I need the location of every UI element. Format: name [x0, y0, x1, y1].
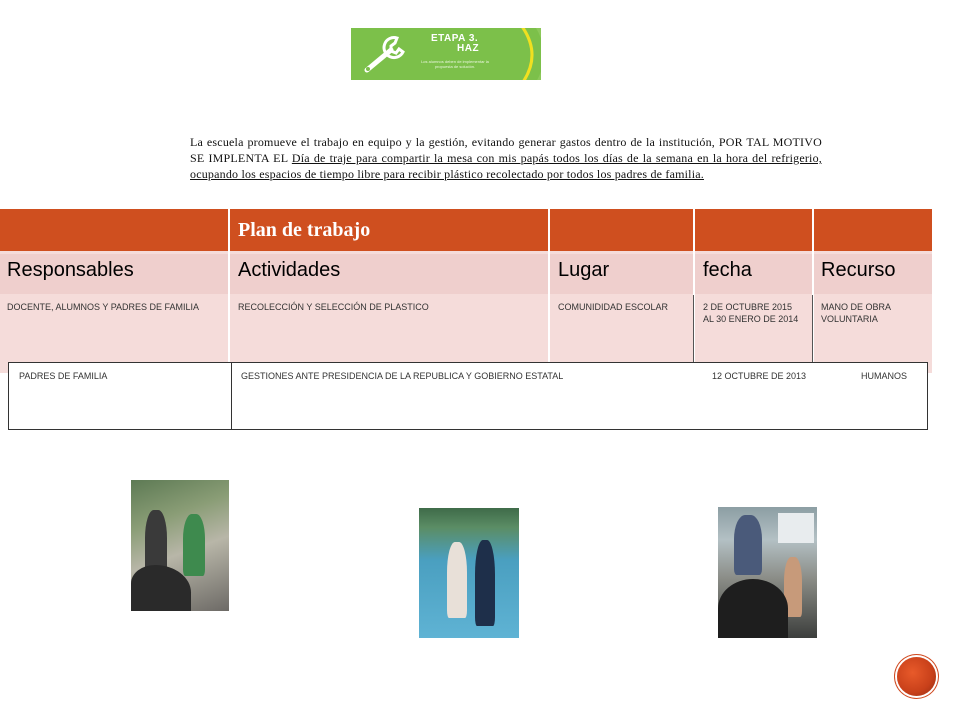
cell-responsables: PADRES DE FAMILIA — [19, 371, 108, 381]
plan-row-2 — [8, 362, 928, 430]
cell-responsables: DOCENTE, ALUMNOS Y PADRES DE FAMILIA — [7, 302, 200, 312]
cell-recurso: MANO DE OBRA VOLUNTARIA — [821, 302, 891, 324]
orb-icon — [897, 657, 936, 696]
column-header-actividades: Actividades — [238, 259, 341, 281]
banner-arc-decoration — [499, 28, 541, 80]
cell-actividades: GESTIONES ANTE PRESIDENCIA DE LA REPUBLICA Y GOBIERNO ESTATAL — [241, 371, 564, 381]
etapa-banner — [351, 28, 541, 80]
banner-title-line1: ETAPA 3. — [431, 33, 479, 44]
cell-recurso: HUMANOS — [861, 371, 908, 381]
column-header-lugar: Lugar — [558, 259, 610, 281]
cell-fecha: 2 DE OCTUBRE 2015 AL 30 ENERO DE 2014 — [703, 302, 799, 324]
intro-paragraph — [190, 134, 822, 182]
column-header-recurso: Recurso — [821, 259, 896, 281]
plan-title: Plan de trabajo — [238, 219, 371, 241]
banner-subtitle: Los alumnos deben de implementar la propuesta de solución. — [421, 59, 489, 69]
column-divider — [231, 363, 232, 429]
photo-two-children-road — [419, 508, 519, 638]
cell-fecha: 12 OCTUBRE DE 2013 — [712, 371, 807, 381]
column-header-responsables: Responsables — [7, 259, 134, 281]
banner-title — [431, 34, 479, 54]
intro-text: La escuela promueve el trabajo en equipo y la gestión, evitando generar gastos dentro de la institución, POR TAL MOTIVO SE IMPLENTA EL — [190, 135, 822, 165]
plan-header-bar — [0, 209, 932, 251]
cell-actividades: RECOLECCIÓN Y SELECCIÓN DE PLASTICO — [238, 302, 429, 312]
column-divider-dark — [693, 295, 694, 371]
plan-column-header-bar — [0, 254, 932, 294]
intro-underlined-text: Día de traje para compartir la mesa con mis papás todos los días de la semana en la hora del refrigerio, ocupando los espacios de tiempo libre para recibir plástico recolectado por todos los padres de familia. — [190, 151, 822, 181]
column-divider-dark — [812, 295, 813, 371]
column-divider — [548, 209, 550, 373]
cell-lugar: COMUNIDIDAD ESCOLAR — [558, 302, 669, 312]
column-header-fecha: fecha — [703, 259, 752, 281]
photo-parent-child-bags — [718, 507, 817, 638]
column-divider — [228, 209, 230, 373]
photo-children-collecting — [131, 480, 229, 611]
wrench-icon — [357, 32, 411, 76]
banner-title-line2: HAZ — [457, 43, 480, 54]
plan-table — [0, 209, 932, 373]
